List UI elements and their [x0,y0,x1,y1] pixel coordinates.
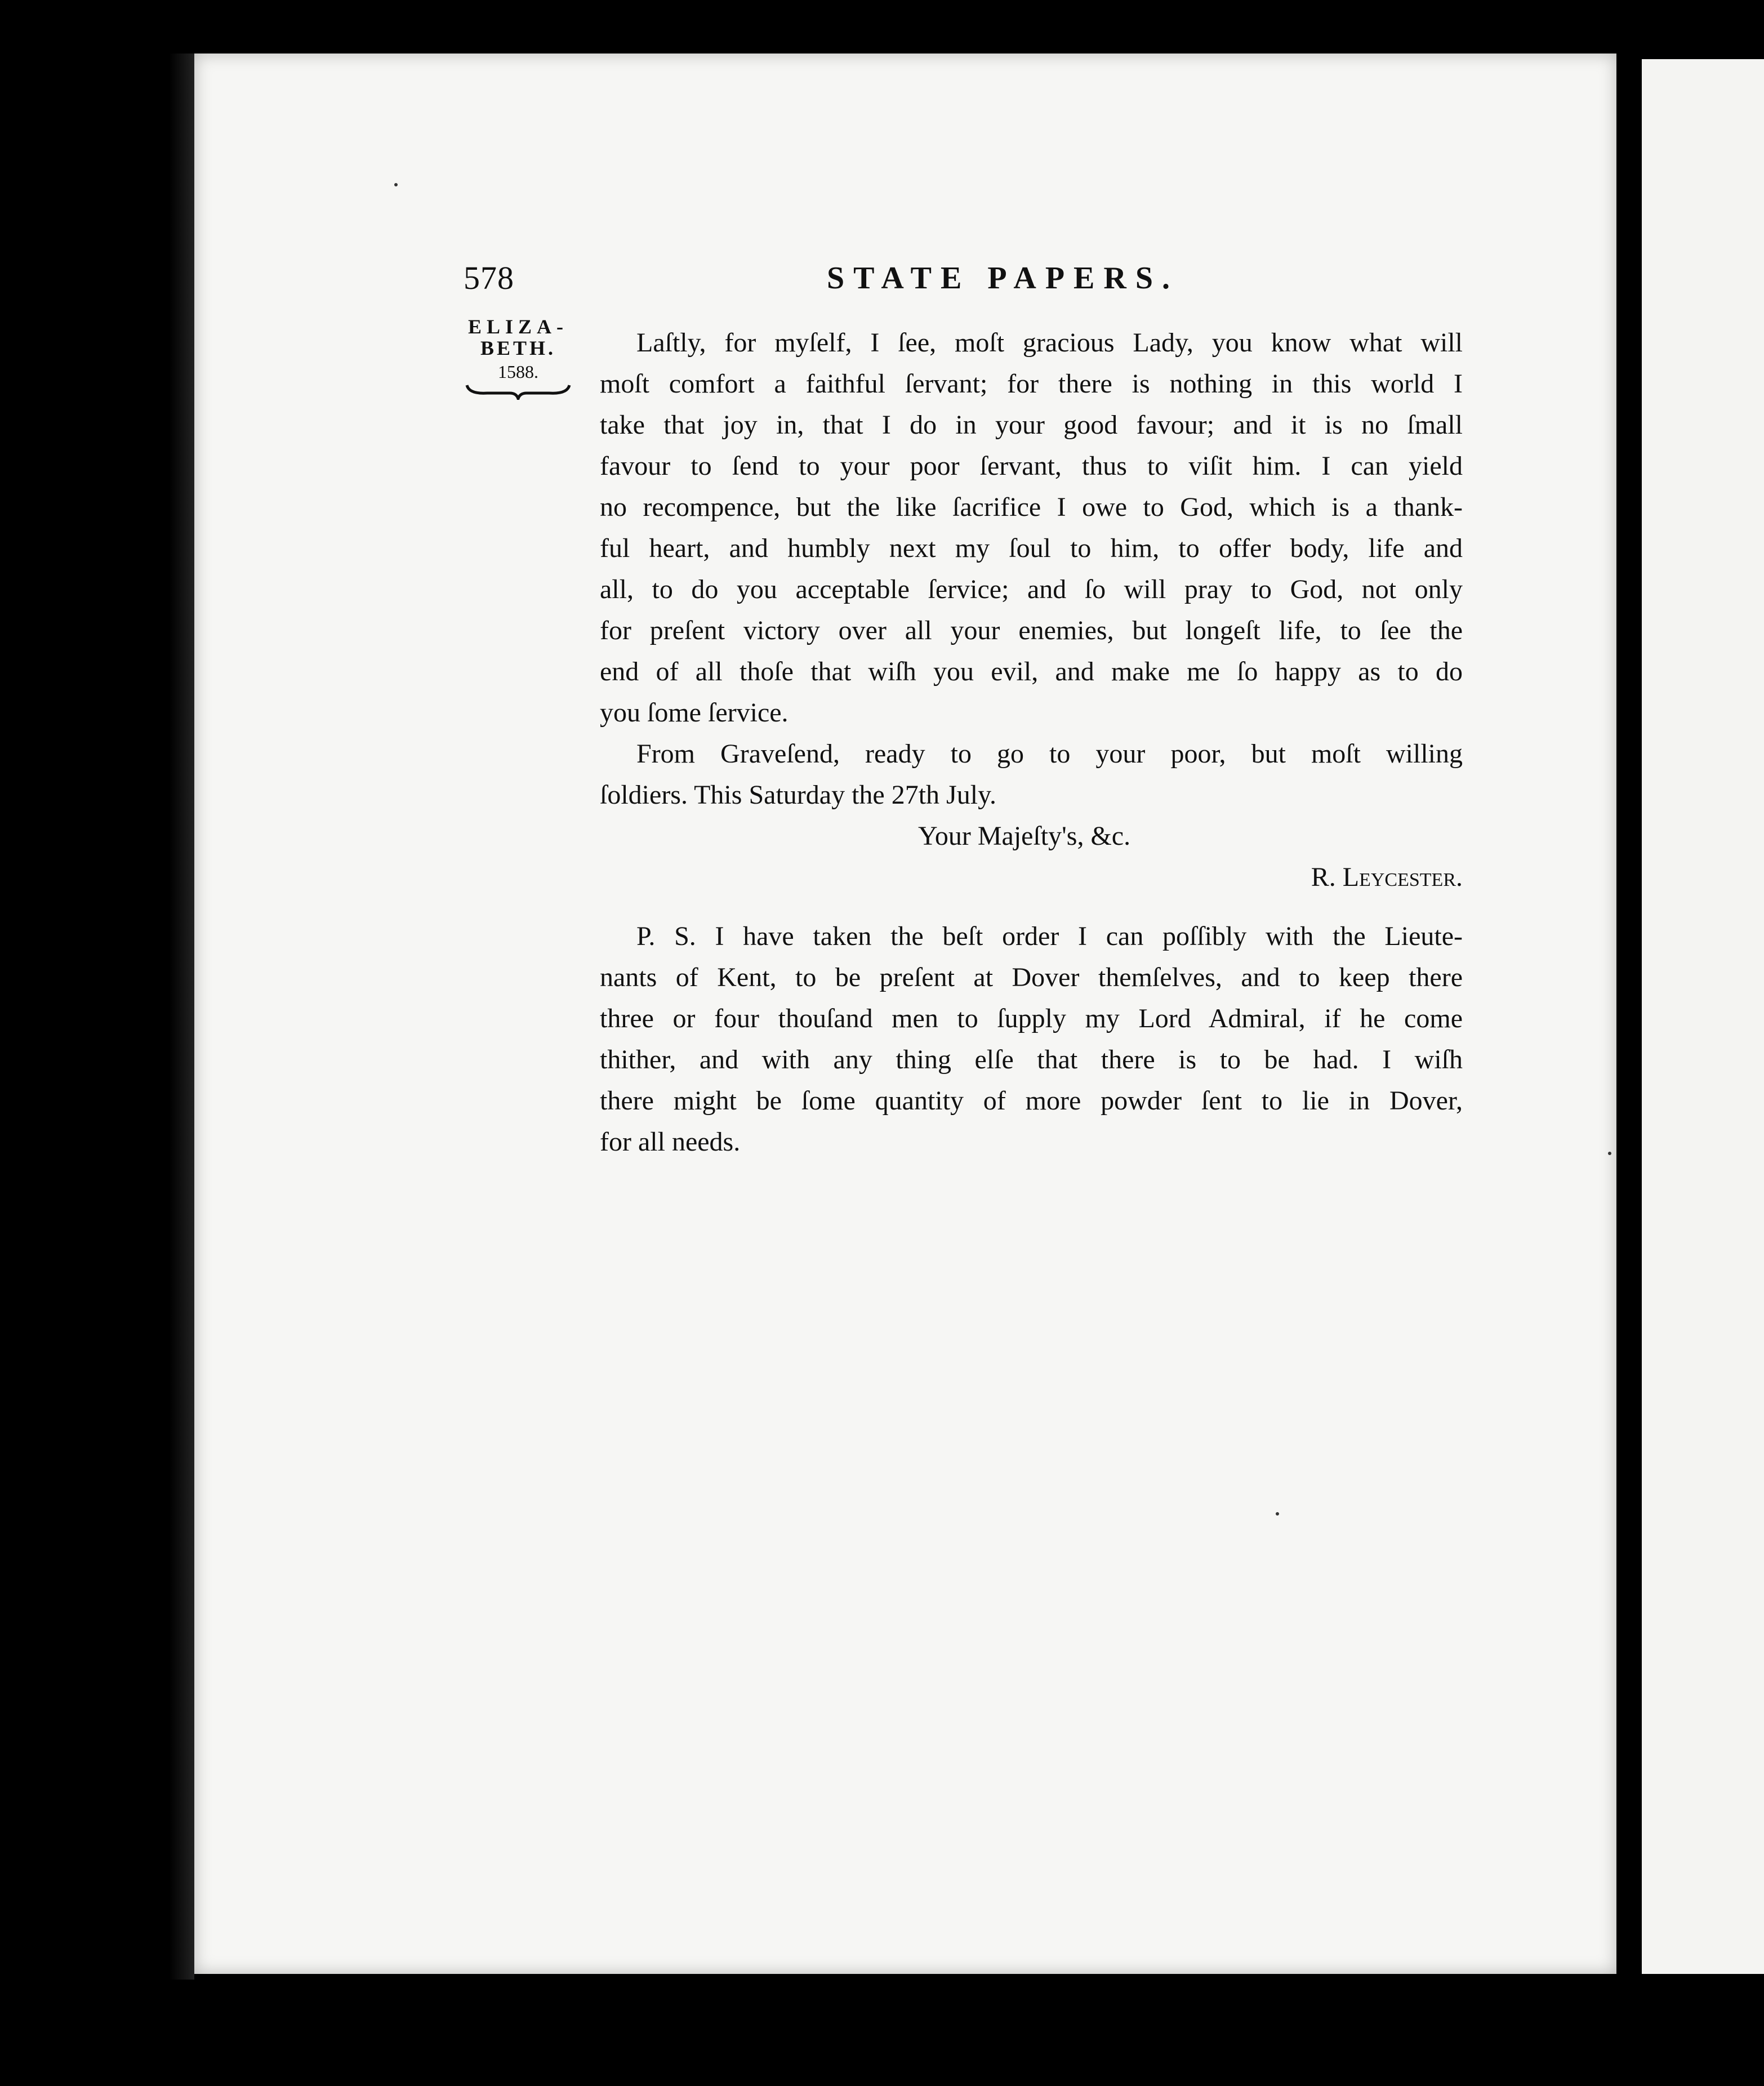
closing-line: From Graveſend, ready to go to your poor, but moſt willing [636,739,1463,769]
letter-line: you ſome ſervice. [600,698,789,728]
running-title: STATE PAPERS. [827,261,1179,296]
postscript-line: there might be ſome quantity of more powder ſent to lie in Dover, [600,1086,1463,1116]
valediction: Your Majeſty's, &c. [918,821,1131,851]
letter-line: all, to do you acceptable ſervice; and ſo will pray to God, not only [600,574,1463,604]
letter-line: for preſent victory over all your enemies, but longeſt life, to ſee the [600,616,1463,645]
letter-line: Laſtly, for myſelf, I ſee, moſt gracious Lady, you know what will [636,328,1463,358]
postscript-line: P. S. I have taken the beſt order I can poſſibly with the Lieute- [636,921,1463,951]
postscript-line: three or four thouſand men to ſupply my Lord Admiral, if he come [600,1004,1463,1033]
postscript-line: nants of Kent, to be preſent at Dover themſelves, and to keep there [600,962,1463,992]
margin-note-line1: ELIZA- [467,315,569,338]
letter-line: end of all thoſe that wiſh you evil, and make me ſo happy as to do [600,657,1463,687]
spacer [600,898,1463,916]
gutter [1616,54,1642,1974]
letter-line: no recompence, but the like ſacrifice I owe to God, which is a thank- [600,492,1463,522]
letter-line: moſt comfort a faithful ſervant; for there is nothing in this world I [600,369,1463,399]
closing-line: ſoldiers. This Saturday the 27th July. [600,780,996,810]
margin-note [462,317,574,400]
margin-note-year: 1588. [498,362,538,382]
signature: R. Leycester. [1311,862,1463,892]
margin-note-line2: BETH. [480,337,556,359]
letter-line: ful heart, and humbly next my ſoul to him, to offer body, life and [600,533,1463,563]
letter-line: take that joy in, that I do in your good favour; and it is no ſmall [600,410,1463,440]
postscript-line: thither, and with any thing elſe that there is to be had. I wiſh [600,1045,1463,1075]
postscript-line: for all needs. [600,1127,741,1157]
facing-page-edge [1642,59,1764,1974]
ink-speck [1276,1512,1279,1516]
letter-line: favour to ſend to your poor ſervant, thus to viſit him. I can yield [600,451,1463,481]
brace-ornament [465,383,572,400]
ink-speck [394,183,398,186]
ink-speck [1608,1152,1611,1155]
page-number: 578 [464,260,514,296]
spine-shadow [169,54,194,1980]
letter-body [600,322,1463,1162]
